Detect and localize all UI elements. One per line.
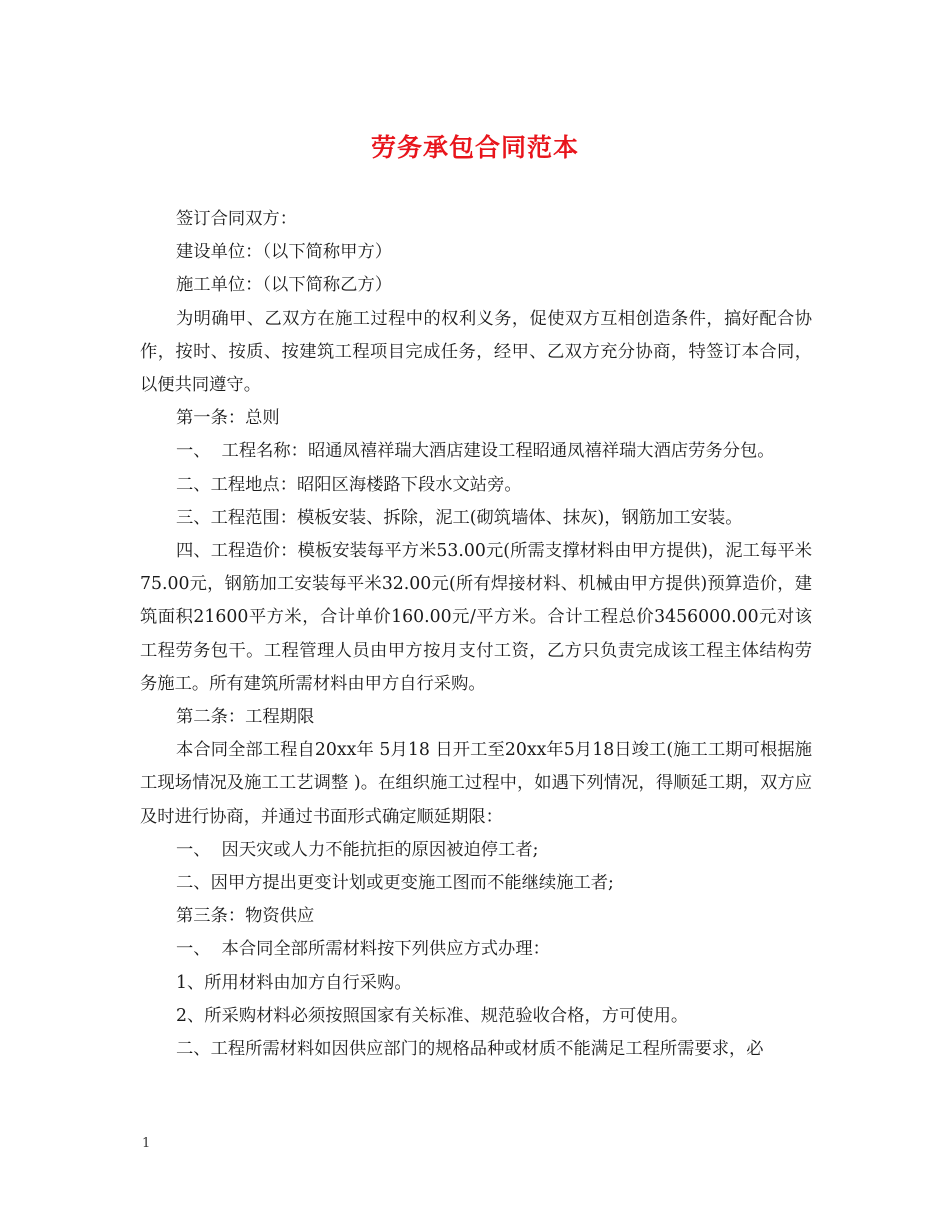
paragraph-purpose: 为明确甲、乙双方在施工过程中的权利义务，促使双方互相创造条件，搞好配合协作，按时、按质、按建筑工程项目完成任务，经甲、乙双方充分协商，特签订本合同，以便共同遵守。 xyxy=(140,308,812,396)
paragraph-supply-item-1: 1、所用材料由加方自行采购。 xyxy=(176,972,412,993)
document-body xyxy=(140,203,812,1066)
document-title: 劳务承包合同范本 xyxy=(370,133,579,162)
paragraph-delay-reason-2: 二、因甲方提出更变计划或更变施工图而不能继续施工者; xyxy=(176,873,614,894)
paragraph-project-location: 二、工程地点：昭阳区海楼路下段水文站旁。 xyxy=(176,474,522,495)
paragraph-project-name: 一、 工程名称：昭通凤禧祥瑞大酒店建设工程昭通凤禧祥瑞大酒店劳务分包。 xyxy=(176,441,775,462)
paragraph-supply-item-2: 2、所采购材料必须按照国家有关标准、规范验收合格，方可使用。 xyxy=(176,1005,689,1026)
paragraph-party-b: 施工单位：（以下简称乙方） xyxy=(176,275,393,296)
paragraph-project-cost: 四、工程造价：模板安装每平方米53.00元(所需支撑材料由甲方提供)，泥工每平米75.00元，钢筋加工安装每平米32.00元(所有焊接材料、机械由甲方提供)预算造价，建筑面积21600平方米，合计单价160.00元/平方米。合计工程总价3456000.00元对该工程劳务包干。工程管理人员由甲方按月支付工资，乙方只负责完成该工程主体结构劳务施工。所有建筑所需材料由甲方自行采购。 xyxy=(140,541,812,694)
article-3-heading: 第三条：物资供应 xyxy=(176,906,315,927)
paragraph-supply-method: 一、 本合同全部所需材料按下列供应方式办理： xyxy=(176,939,550,960)
paragraph-schedule: 本合同全部工程自20xx年 5月18 日开工至20xx年5月18日竣工(施工工期可根据施工现场情况及施工工艺调整 )。在组织施工过程中，如遇下列情况，得顺延工期，双方应及时进行协商，并通过书面形式确定顺延期限： xyxy=(140,740,812,827)
article-1-heading: 第一条：总则 xyxy=(176,408,280,429)
paragraph-supply-material-issue: 二、工程所需材料如因供应部门的规格品种或材质不能满足工程所需要求，必 xyxy=(176,1039,764,1060)
paragraph-party-a: 建设单位：（以下简称甲方） xyxy=(176,242,393,263)
article-2-heading: 第二条：工程期限 xyxy=(176,707,315,728)
paragraph-parties-heading: 签订合同双方： xyxy=(176,209,297,229)
page-number: 1 xyxy=(142,1136,151,1151)
paragraph-project-scope: 三、工程范围：模板安装、拆除，泥工(砌筑墙体、抹灰)，钢筋加工安装。 xyxy=(176,507,743,528)
paragraph-delay-reason-1: 一、 因天灾或人力不能抗拒的原因被迫停工者; xyxy=(176,839,539,860)
